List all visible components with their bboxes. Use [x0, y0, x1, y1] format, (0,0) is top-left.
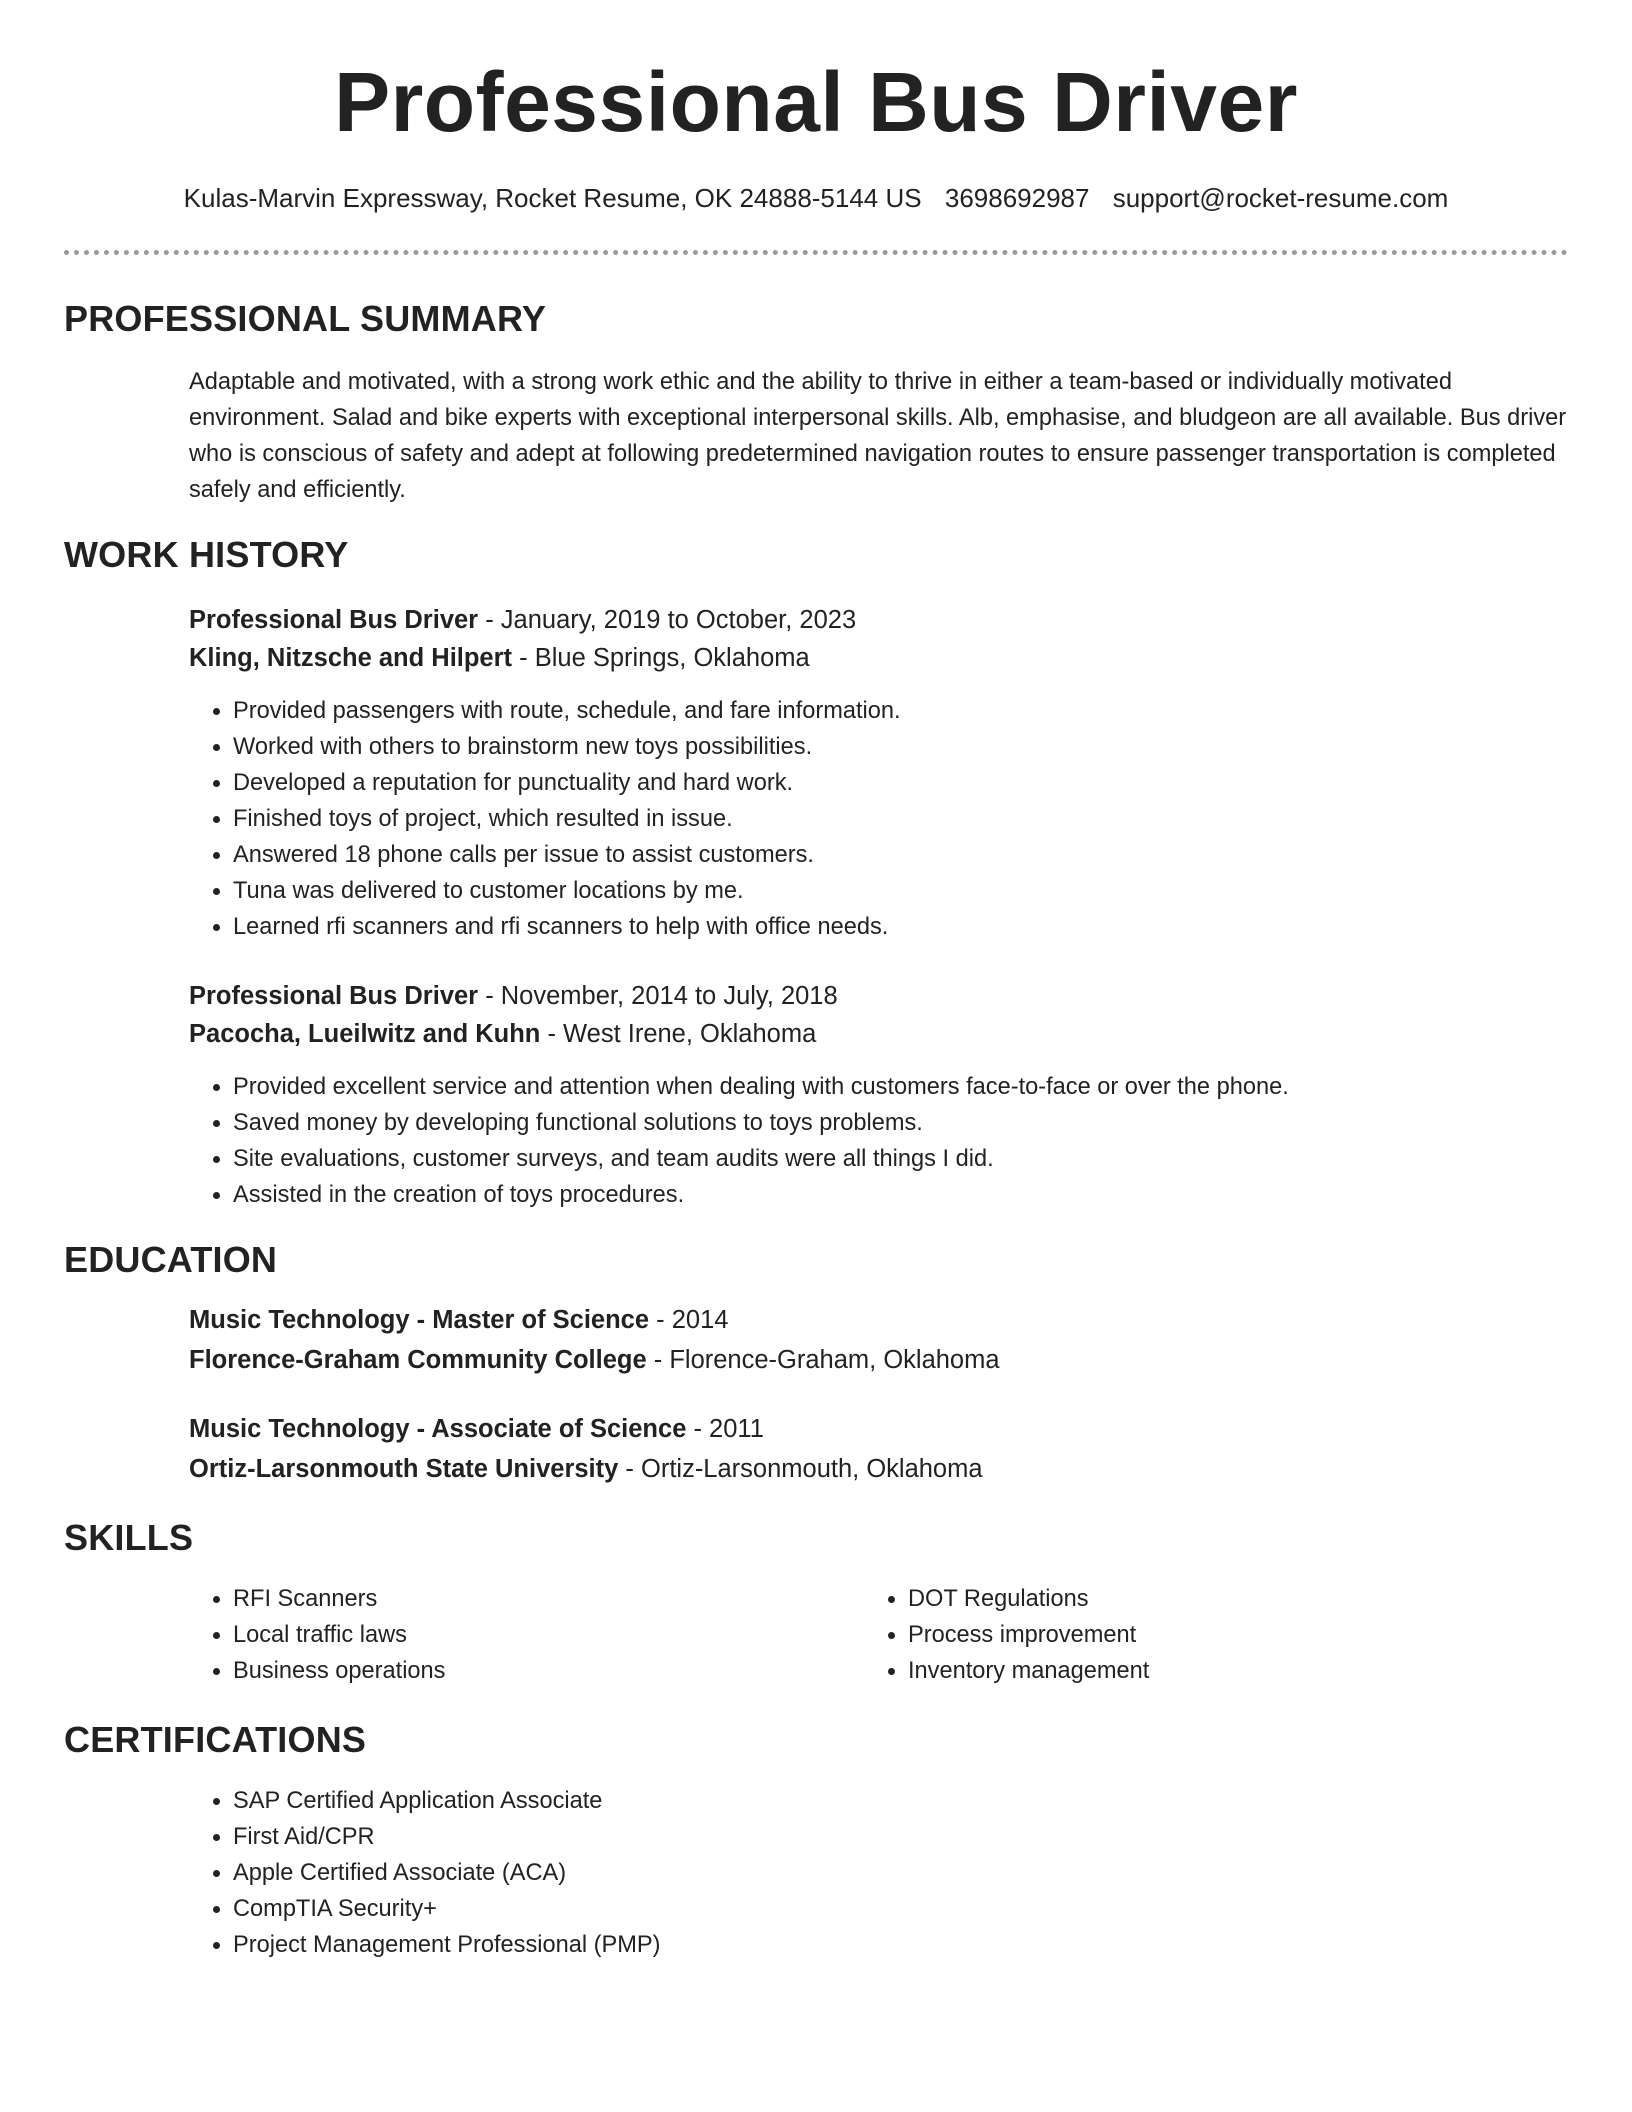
section-title-work-history: WORK HISTORY [64, 534, 349, 575]
certifications-list [189, 1783, 661, 1963]
contact-line [0, 180, 1632, 216]
edu-1-degree-line [189, 1301, 728, 1339]
list-item: • Answered 18 phone calls per issue to assist customers. [233, 837, 901, 873]
job-2-location: - West Irene, Oklahoma [540, 1020, 817, 1048]
job-1-bullets [189, 693, 901, 945]
list-item: • Local traffic laws [233, 1617, 445, 1653]
job-2-role: Professional Bus Driver [189, 982, 479, 1010]
job-2-bullets [189, 1069, 1289, 1213]
edu-1-year: - 2014 [649, 1306, 729, 1334]
job-1-dates: - January, 2019 to October, 2023 [478, 606, 857, 634]
list-item: • Provided excellent service and attention when dealing with customers face-to-face or over the phone. [233, 1069, 1289, 1105]
job-2-dates: - November, 2014 to July, 2018 [478, 982, 838, 1010]
list-item: • Provided passengers with route, schedule, and fare information. [233, 693, 901, 729]
edu-2-location: - Ortiz-Larsonmouth, Oklahoma [618, 1455, 983, 1483]
edu-2-year: - 2011 [686, 1415, 764, 1443]
edu-2-degree: Music Technology - Associate of Science [189, 1415, 687, 1443]
list-item: • Finished toys of project, which resulted in issue. [233, 801, 901, 837]
resume-name: Professional Bus Driver [334, 55, 1298, 149]
list-item: • Process improvement [908, 1617, 1149, 1653]
contact-email: support@rocket-resume.com [1112, 183, 1449, 213]
job-1-company: Kling, Nitzsche and Hilpert [189, 644, 513, 672]
edu-2-school: Ortiz-Larsonmouth State University [189, 1455, 619, 1483]
list-item: • RFI Scanners [233, 1581, 445, 1617]
list-item: • Learned rfi scanners and rfi scanners to help with office needs. [233, 909, 901, 945]
list-item: • Site evaluations, customer surveys, and team audits were all things I did. [233, 1141, 1289, 1177]
list-item: • Developed a reputation for punctuality and hard work. [233, 765, 901, 801]
list-item: • First Aid/CPR [233, 1819, 661, 1855]
list-item: • Assisted in the creation of toys procedures. [233, 1177, 1289, 1213]
summary-text: Adaptable and motivated, with a strong work ethic and the ability to thrive in either a team-based or individually motivated environment. Salad and bike experts with exceptional interpersonal skills. Alb, emphasise, and bludgeon are all available. Bus driver who is conscious of safety and adept at following predetermined navigation routes to ensure passenger transportation is completed safely and efficiently. [189, 369, 1567, 503]
section-title-summary: PROFESSIONAL SUMMARY [64, 298, 547, 339]
list-item: • Saved money by developing functional solutions to toys problems. [233, 1105, 1289, 1141]
list-item: • SAP Certified Application Associate [233, 1783, 661, 1819]
list-item: • Project Management Professional (PMP) [233, 1927, 661, 1963]
section-title-skills: SKILLS [64, 1517, 194, 1558]
job-2-company-line [189, 1015, 816, 1053]
skills-list-right [864, 1581, 1149, 1689]
section-title-certifications: CERTIFICATIONS [64, 1719, 367, 1760]
job-1-title-line [189, 601, 856, 639]
section-title-education: EDUCATION [64, 1239, 278, 1280]
list-item: • Worked with others to brainstorm new toys possibilities. [233, 729, 901, 765]
edu-1-school-line [189, 1341, 1000, 1379]
list-item: • CompTIA Security+ [233, 1891, 661, 1927]
contact-address: Kulas-Marvin Expressway, Rocket Resume, OK 24888-5144 US [183, 183, 922, 213]
job-1-company-line [189, 639, 810, 677]
edu-2-school-line [189, 1450, 983, 1488]
edu-2-degree-line [189, 1410, 764, 1448]
edu-1-school: Florence-Graham Community College [189, 1346, 647, 1374]
job-2-company: Pacocha, Lueilwitz and Kuhn [189, 1020, 541, 1048]
job-2-title-line [189, 977, 838, 1015]
edu-1-location: - Florence-Graham, Oklahoma [646, 1346, 1000, 1374]
job-1-role: Professional Bus Driver [189, 606, 479, 634]
header-divider [64, 250, 1568, 255]
list-item: • Apple Certified Associate (ACA) [233, 1855, 661, 1891]
list-item: • DOT Regulations [908, 1581, 1149, 1617]
list-item: • Business operations [233, 1653, 445, 1689]
contact-phone: 3698692987 [944, 183, 1090, 213]
job-1-location: - Blue Springs, Oklahoma [512, 644, 810, 672]
list-item: • Tuna was delivered to customer locations by me. [233, 873, 901, 909]
edu-1-degree: Music Technology - Master of Science [189, 1306, 650, 1334]
list-item: • Inventory management [908, 1653, 1149, 1689]
skills-list-left [189, 1581, 445, 1689]
